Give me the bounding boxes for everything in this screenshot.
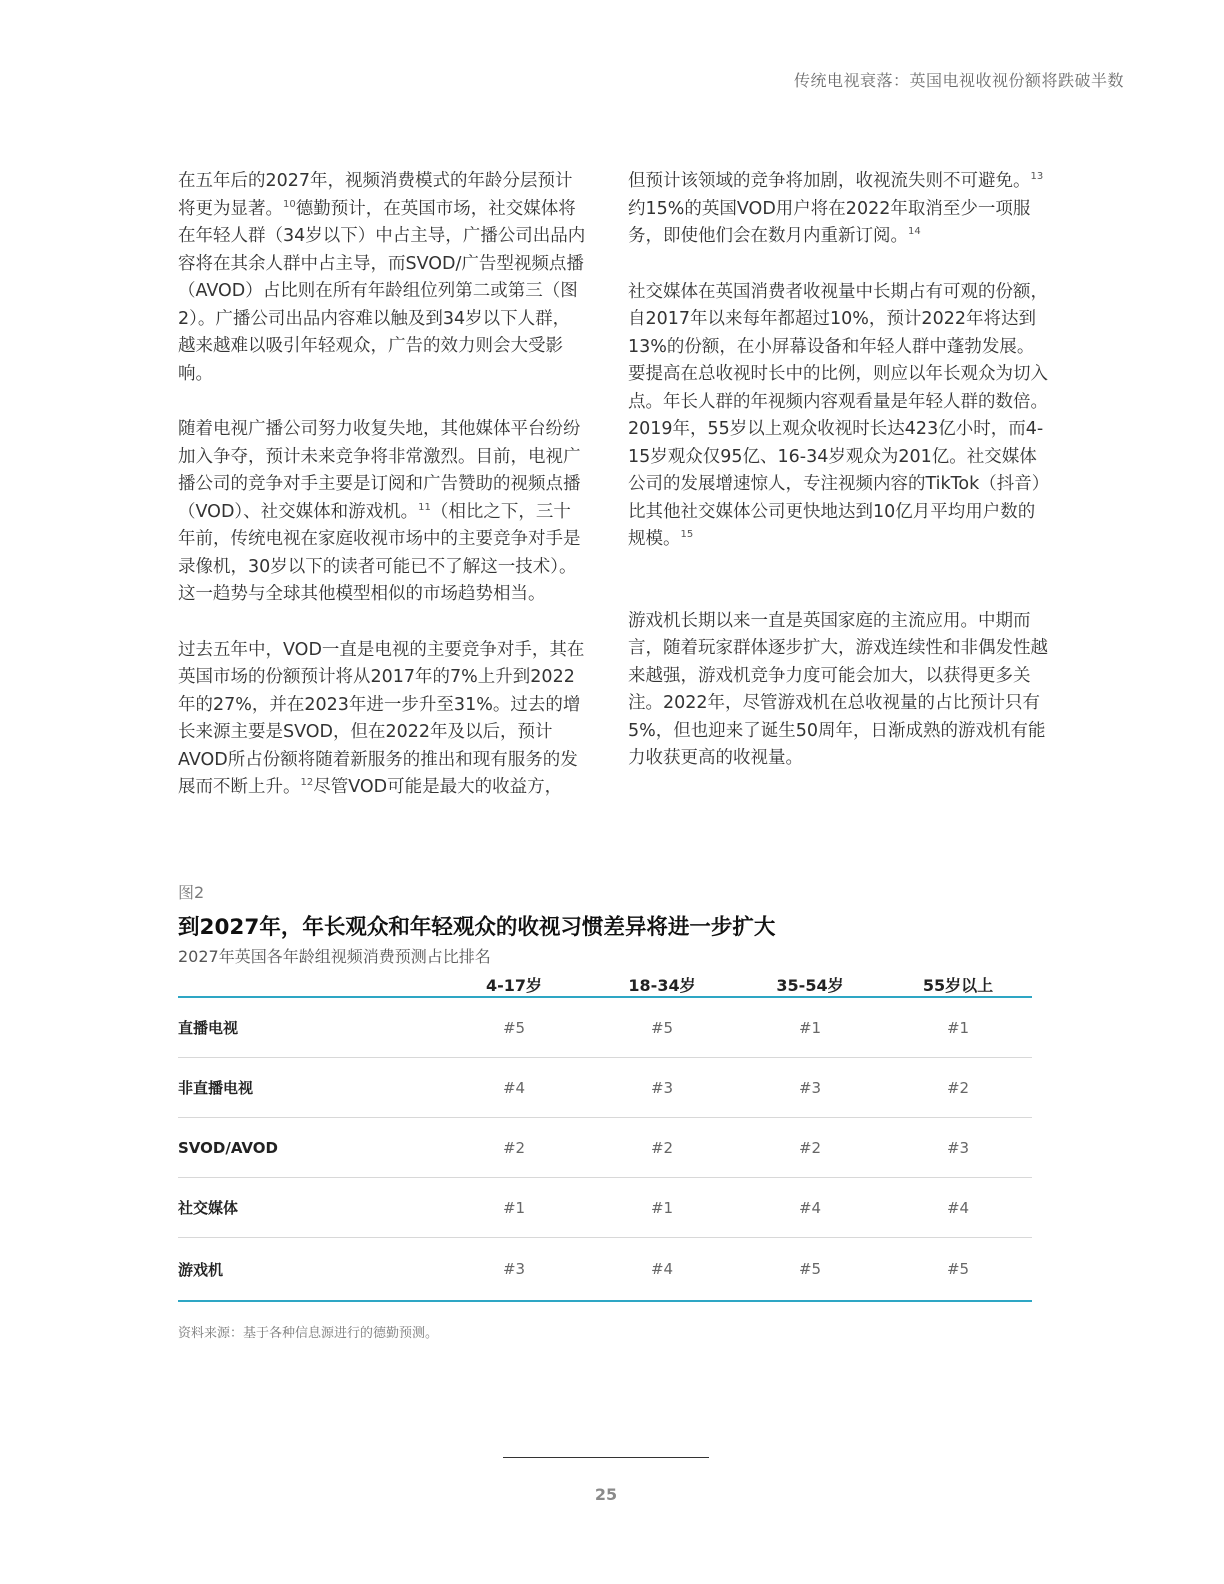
footnote-ref[interactable]: 13 xyxy=(1030,171,1044,182)
paragraph-vod: 过去五年中，VOD一直是电视的主要竞争对手，其在英国市场的份额预计将从2017年的7%上升到2022年的27%，并在2023年进一步升至31%。过去的增长来源主要是SVOD，但在2022年及以后，预计AVOD所占份额将随着新服务的推出和现有服务的发展而不断上升。$^{12}$尽管VOD可能是最大的收益方， xyxy=(178,639,585,797)
running-header: 传统电视衰落：英国电视收视份额将跌破半数 xyxy=(793,71,1124,90)
rank-cell: #4 xyxy=(884,1178,1032,1238)
figure-label: 图2 xyxy=(178,883,205,902)
rank-cell: #5 xyxy=(588,997,736,1058)
rank-cell: #4 xyxy=(440,1058,588,1118)
rank-cell: #2 xyxy=(440,1118,588,1178)
figure-title: 到2027年，年长观众和年轻观众的收视习惯差异将进一步扩大 xyxy=(178,915,776,940)
rank-cell: #2 xyxy=(588,1118,736,1178)
table-header-row xyxy=(178,968,1032,997)
column-header: 55岁以上 xyxy=(884,968,1032,997)
rank-cell: #1 xyxy=(440,1178,588,1238)
rank-cell: #5 xyxy=(884,1238,1032,1302)
rank-cell: #3 xyxy=(440,1238,588,1302)
table-corner xyxy=(178,968,440,997)
footnote-ref[interactable]: 15 xyxy=(680,529,694,540)
table-row xyxy=(178,1178,1032,1238)
footnote-ref[interactable]: 14 xyxy=(908,226,921,237)
table-row xyxy=(178,1238,1032,1302)
footnote-ref[interactable]: 11 xyxy=(418,501,431,513)
paragraph-vod-continued: 但预计该领域的竞争将加剧，收视流失则不可避免。$^{13}$约15%的英国VOD用户将在2022年取消至少一项服务，即使他们会在数月内重新订阅。$^{14}$ xyxy=(628,171,1044,246)
table-row xyxy=(178,1118,1032,1178)
rank-cell: #1 xyxy=(588,1178,736,1238)
right-column xyxy=(628,168,1048,801)
footnote-ref[interactable]: 10 xyxy=(283,198,296,210)
table-row xyxy=(178,1058,1032,1118)
paragraph-competition: 随着电视广播公司努力收复失地，其他媒体平台纷纷加入争夺，预计未来竞争将非常激烈。目前，电视广播公司的竞争对手主要是订阅和广告赞助的视频点播（VOD）、社交媒体和游戏机。$^{11}$（相比之下，三十年前，传统电视在家庭收视市场中的主要竞争对手是录像机，30岁以下的读者可能已不了解这一技术）。这一趋势与全球其他模型相似的市场趋势相当。 xyxy=(178,419,581,604)
footer-divider xyxy=(503,1457,709,1458)
rank-cell: #1 xyxy=(736,997,884,1058)
page-number: 25 xyxy=(594,1485,618,1504)
paragraph-age-stratification: 在五年后的2027年，视频消费模式的年龄分层预计将更为显著。$^{10}$德勤预计，在英国市场，社交媒体将在年轻人群（34岁以下）中占主导，广播公司出品内容将在其余人群中占主导，而SVOD/广告型视频点播（AVOD）占比则在所有年龄组位列第二或第三（图2）。广播公司出品内容难以触及到34岁以下人群，越来越难以吸引年轻观众，广告的效力则会大受影响。 xyxy=(178,171,586,384)
row-label: 游戏机 xyxy=(178,1238,440,1302)
row-label: 直播电视 xyxy=(178,997,440,1058)
rank-cell: #4 xyxy=(588,1238,736,1302)
paragraph-social-media: 社交媒体在英国消费者收视量中长期占有可观的份额，自2017年以来每年都超过10%，预计2022年将达到13%的份额，在小屏幕设备和年轻人群中蓬勃发展。要提高在总收视时长中的比例，则应以年长观众为切入点。年长人群的年视频内容观看量是年轻人群的数倍。2019年，55岁以上观众收视时长达423亿小时，而4-15岁观众仅95亿、16-34岁观众为201亿。社交媒体公司的发展增速惊人，专注视频内容的TikTok（抖音）比其他社交媒体公司更快地达到10亿月平均用户数的规模。$^{15}$ xyxy=(628,281,1048,549)
ranking-table xyxy=(178,968,1032,1302)
rank-cell: #5 xyxy=(736,1238,884,1302)
figure-subtitle: 2027年英国各年龄组视频消费预测占比排名 xyxy=(178,947,491,966)
rank-cell: #2 xyxy=(736,1118,884,1178)
rank-cell: #3 xyxy=(884,1118,1032,1178)
row-label: 非直播电视 xyxy=(178,1058,440,1118)
row-label: SVOD/AVOD xyxy=(178,1118,440,1178)
left-column xyxy=(178,168,586,830)
rank-cell: #4 xyxy=(736,1178,884,1238)
column-header: 4-17岁 xyxy=(440,968,588,997)
row-label: 社交媒体 xyxy=(178,1178,440,1238)
rank-cell: #5 xyxy=(440,997,588,1058)
paragraph-consoles: 游戏机长期以来一直是英国家庭的主流应用。中期而言，随着玩家群体逐步扩大，游戏连续性和非偶发性越来越强，游戏机竞争力度可能会加大，以获得更多关注。2022年，尽管游戏机在总收视量的占比预计只有5%，但也迎来了诞生50周年，日渐成熟的游戏机有能力收获更高的收视量。 xyxy=(628,610,1048,768)
rank-cell: #3 xyxy=(736,1058,884,1118)
rank-cell: #3 xyxy=(588,1058,736,1118)
footnote-ref[interactable]: 12 xyxy=(300,777,314,788)
rank-cell: #1 xyxy=(884,997,1032,1058)
column-header: 35-54岁 xyxy=(736,968,884,997)
source-note: 资料来源：基于各种信息源进行的德勤预测。 xyxy=(178,1326,439,1341)
rank-cell: #2 xyxy=(884,1058,1032,1118)
column-header: 18-34岁 xyxy=(588,968,736,997)
table-row xyxy=(178,997,1032,1058)
